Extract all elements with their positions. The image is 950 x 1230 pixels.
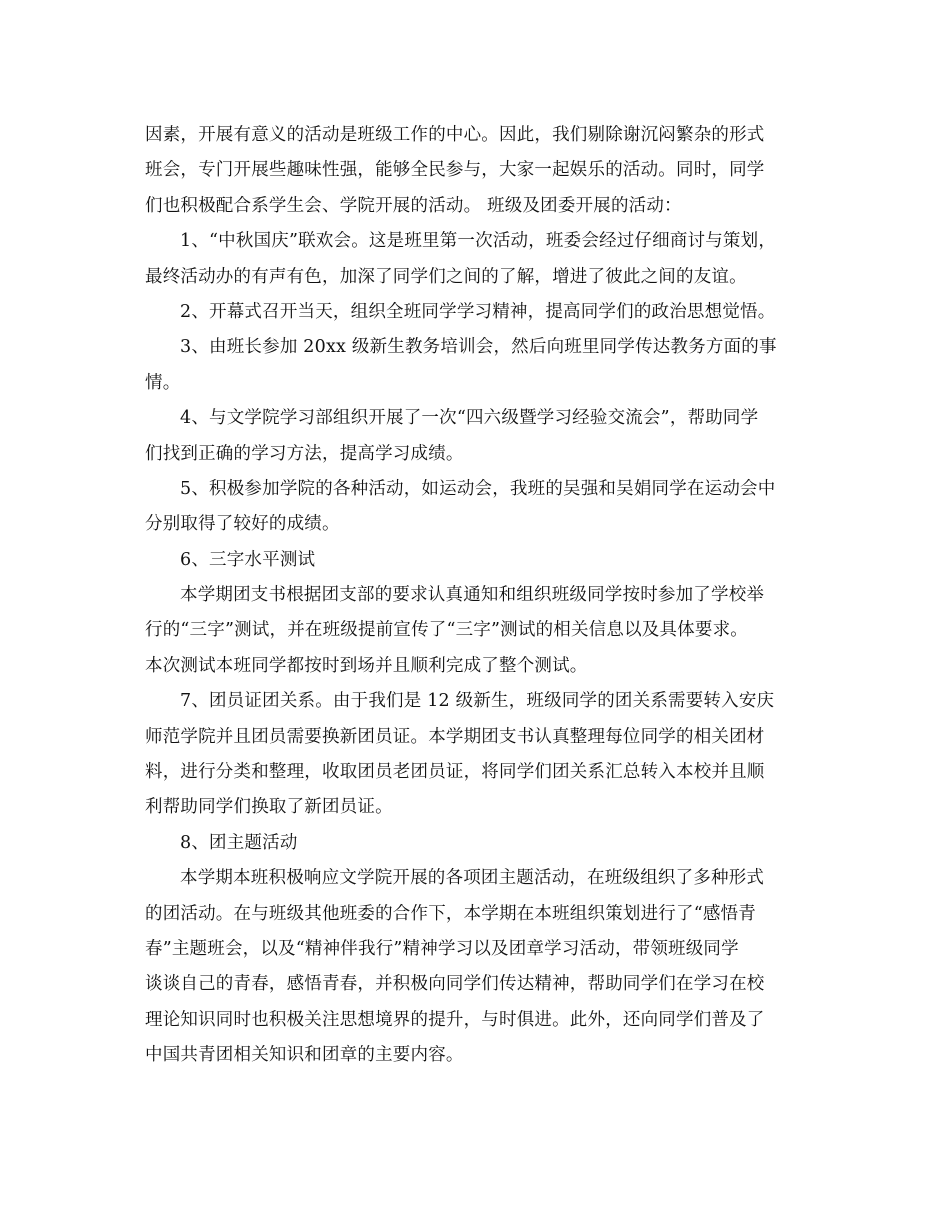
text-line: 班会，专门开展些趣味性强，能够全民参与，大家一起娱乐的活动。同时，同学 bbox=[145, 160, 765, 181]
text-line: 8、团主题活动 bbox=[180, 832, 298, 853]
text-line: 谈谈自己的青春，感悟青春，并积极向同学们传达精神，帮助同学们在学习在校 bbox=[145, 974, 765, 995]
text-line: 料，进行分类和整理，收取团员老团员证，将同学们团关系汇总转入本校并且顺 bbox=[145, 762, 765, 783]
text-line: 最终活动办的有声有色，加深了同学们之间的了解，增进了彼此之间的友谊。 bbox=[145, 266, 747, 287]
text-line: 2、开幕式召开当天，组织全班同学学习精神，提高同学们的政治思想觉悟。 bbox=[180, 301, 776, 322]
text-line: 3、由班长参加 20xx 级新生教务培训会，然后向班里同学传达教务方面的事 bbox=[180, 337, 777, 358]
text-line: 6、三字水平测试 bbox=[180, 549, 316, 570]
document-body bbox=[145, 118, 825, 1074]
text-line: 的团活动。在与班级其他班委的合作下，本学期在本班组织策划进行了“感悟青 bbox=[145, 903, 756, 924]
text-line: 利帮助同学们换取了新团员证。 bbox=[145, 797, 393, 818]
text-line: 理论知识同时也积极关注思想境界的提升，与时俱进。此外，还向同学们普及了 bbox=[145, 1009, 765, 1030]
text-line: 分别取得了较好的成绩。 bbox=[145, 514, 340, 535]
text-line: 们找到正确的学习方法，提高学习成绩。 bbox=[145, 443, 464, 464]
text-line: 行的“三字”测试，并在班级提前宣传了“三字”测试的相关信息以及具体要求。 bbox=[145, 620, 748, 641]
text-line: 情。 bbox=[145, 372, 181, 393]
text-line: 中国共青团相关知识和团章的主要内容。 bbox=[145, 1045, 464, 1066]
text-line: 7、团员证团关系。由于我们是 12 级新生，班级同学的团关系需要转入安庆 bbox=[180, 691, 775, 712]
text-line: 4、与文学院学习部组织开展了一次“四六级暨学习经验交流会”，帮助同学 bbox=[180, 408, 759, 429]
text-line: 们也积极配合系学生会、学院开展的活动。 班级及团委开展的活动： bbox=[145, 195, 682, 216]
text-line: 因素，开展有意义的活动是班级工作的中心。因此，我们剔除谢沉闷繁杂的形式 bbox=[145, 125, 765, 145]
text-line: 本学期本班积极响应文学院开展的各项团主题活动，在班级组织了多种形式 bbox=[180, 868, 765, 889]
text-line: 师范学院并且团员需要换新团员证。本学期团支书认真整理每位同学的相关团材 bbox=[145, 726, 765, 747]
text-line: 春”主题班会，以及“精神伴我行”精神学习以及团章学习活动，带领班级同学 bbox=[145, 938, 739, 959]
text-line: 本学期团支书根据团支部的要求认真通知和组织班级同学按时参加了学校举 bbox=[180, 585, 765, 606]
text-line: 1、“中秋国庆”联欢会。这是班里第一次活动，班委会经过仔细商讨与策划， bbox=[180, 231, 777, 252]
text-line: 5、积极参加学院的各种活动，如运动会，我班的吴强和吴娟同学在运动会中 bbox=[180, 478, 776, 499]
text-line: 本次测试本班同学都按时到场并且顺利完成了整个测试。 bbox=[145, 655, 588, 676]
